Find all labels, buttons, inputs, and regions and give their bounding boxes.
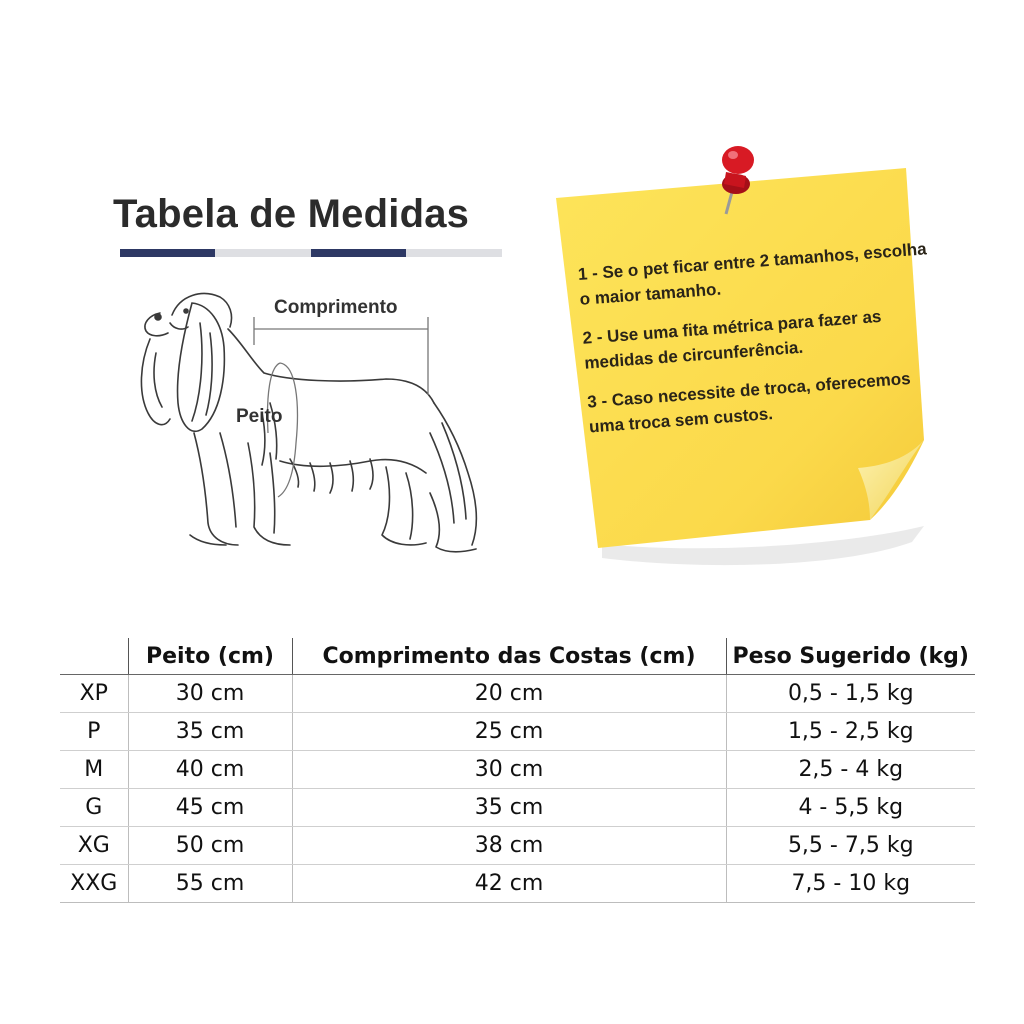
cell-size: XP (60, 675, 128, 713)
table-row (60, 827, 975, 865)
length-label: Comprimento (274, 297, 398, 318)
title-underline (120, 249, 502, 257)
cell-weight: 4 - 5,5 kg (726, 789, 975, 827)
dog-illustration (130, 283, 490, 568)
table-row (60, 789, 975, 827)
cell-weight: 1,5 - 2,5 kg (726, 713, 975, 751)
note-item: 2 - Use uma fita métrica para fazer as medidas de circunferência. (581, 306, 883, 373)
table-header-row (60, 638, 975, 675)
chest-label: Peito (236, 406, 283, 427)
cell-chest: 35 cm (128, 713, 292, 751)
cell-back-length: 42 cm (292, 865, 726, 903)
sticky-note-text (577, 236, 940, 453)
header-weight: Peso Sugerido (kg) (726, 638, 975, 675)
cell-size: P (60, 713, 128, 751)
cell-size: XG (60, 827, 128, 865)
cell-back-length: 25 cm (292, 713, 726, 751)
cell-back-length: 35 cm (292, 789, 726, 827)
cell-weight: 2,5 - 4 kg (726, 751, 975, 789)
cell-weight: 5,5 - 7,5 kg (726, 827, 975, 865)
cell-size: XXG (60, 865, 128, 903)
underline-segment-gray (215, 249, 311, 257)
page-title: Tabela de Medidas (113, 192, 470, 236)
cell-back-length: 30 cm (292, 751, 726, 789)
note-item: 3 - Caso necessite de troca, oferecemos uma troca sem custos. (586, 368, 912, 437)
underline-segment-navy (120, 249, 215, 257)
table-row (60, 675, 975, 713)
cell-chest: 55 cm (128, 865, 292, 903)
cell-chest: 45 cm (128, 789, 292, 827)
table-row (60, 713, 975, 751)
cell-size: G (60, 789, 128, 827)
cell-chest: 40 cm (128, 751, 292, 789)
header-back-length: Comprimento das Costas (cm) (292, 638, 726, 675)
header-chest: Peito (cm) (128, 638, 292, 675)
table-row (60, 751, 975, 789)
cell-back-length: 38 cm (292, 827, 726, 865)
cell-chest: 50 cm (128, 827, 292, 865)
cell-back-length: 20 cm (292, 675, 726, 713)
note-item: 1 - Se o pet ficar entre 2 tamanhos, escolha o maior tamanho. (577, 239, 928, 309)
cell-weight: 0,5 - 1,5 kg (726, 675, 975, 713)
header-size (60, 638, 128, 675)
cell-size: M (60, 751, 128, 789)
cell-weight: 7,5 - 10 kg (726, 865, 975, 903)
underline-segment-gray (406, 249, 502, 257)
table-row (60, 865, 975, 903)
size-table (60, 638, 975, 903)
dog-measurement-diagram (130, 283, 490, 568)
underline-segment-navy (311, 249, 406, 257)
cell-chest: 30 cm (128, 675, 292, 713)
